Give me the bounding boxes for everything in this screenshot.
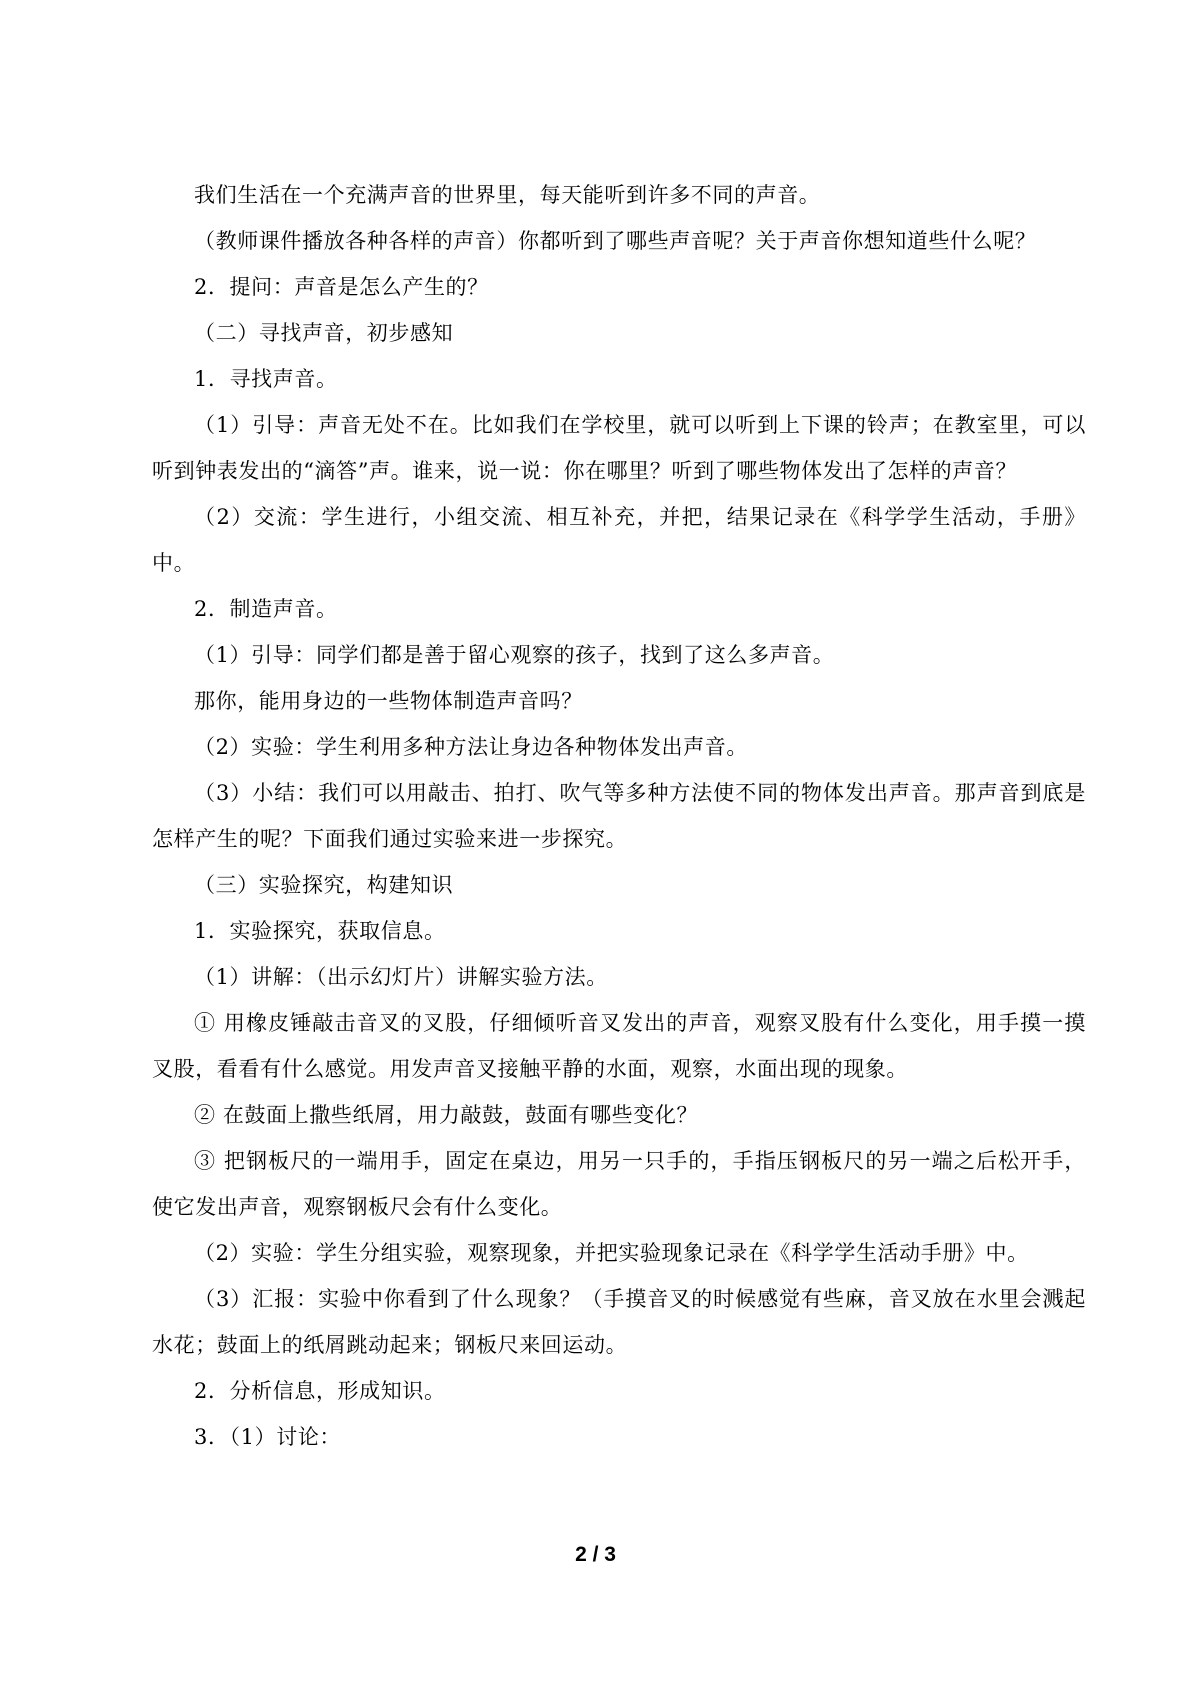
section-heading-find-sound: （二）寻找声音，初步感知 [194, 321, 454, 345]
paragraph-question: 2．提问：声音是怎么产生的？ [194, 275, 489, 299]
paragraph-summary: （3）小结：我们可以用敲击、拍打、吹气等多种方法使不同的物体发出声音。那声音到底是怎样产生的呢？下面我们通过实验来进一步探究。 [152, 781, 1086, 851]
paragraph-report: （3）汇报：实验中你看到了什么现象？（手摸音叉的时候感觉有些麻，音叉放在水里会溅起水花；鼓面上的纸屑跳动起来；钢板尺来回运动。 [152, 1287, 1086, 1357]
paragraph-tuning-fork: ① 用橡皮锤敲击音叉的叉股，仔细倾听音叉发出的声音，观察叉股有什么变化，用手摸一摸叉股，看看有什么感觉。用发声音叉接触平静的水面，观察，水面出现的现象。 [152, 1011, 1086, 1081]
step-heading-discuss: 3．（1）讨论： [194, 1425, 342, 1449]
paragraph-intro: 我们生活在一个充满声音的世界里，每天能听到许多不同的声音。 [194, 183, 821, 207]
paragraph-experiment-2: （2）实验：学生分组实验，观察现象，并把实验现象记录在《科学学生活动手册》中。 [194, 1241, 1029, 1265]
step-heading-find-sound: 1．寻找声音。 [194, 367, 338, 391]
paragraph-ruler: ③ 把钢板尺的一端用手，固定在桌边，用另一只手的，手指压钢板尺的另一端之后松开手，使它发出声音，观察钢板尺会有什么变化。 [152, 1149, 1086, 1219]
paragraph-guide-2: （1）引导：同学们都是善于留心观察的孩子，找到了这么多声音。 [194, 643, 835, 667]
step-heading-make-sound: 2．制造声音。 [194, 597, 338, 621]
paragraph-guide-1: （1）引导：声音无处不在。比如我们在学校里，就可以听到上下课的铃声；在教室里，可以听到钟表发出的“滴答”声。谁来，说一说：你在哪里？听到了哪些物体发出了怎样的声音？ [152, 413, 1086, 483]
paragraph-exchange: （2）交流：学生进行，小组交流、相互补充，并把，结果记录在《科学学生活动，手册》中。 [152, 505, 1086, 575]
step-heading-analyze: 2．分析信息，形成知识。 [194, 1379, 446, 1403]
paragraph-explain: （1）讲解：（出示幻灯片）讲解实验方法。 [194, 965, 608, 989]
paragraph-courseware-question: （教师课件播放各种各样的声音）你都听到了哪些声音呢？关于声音你想知道些什么呢？ [194, 229, 1037, 253]
paragraph-guide-2-question: 那你，能用身边的一些物体制造声音吗？ [194, 689, 583, 713]
paragraph-drum: ② 在鼓面上撒些纸屑，用力敲鼓，鼓面有哪些变化？ [194, 1103, 699, 1127]
step-heading-explore: 1．实验探究，获取信息。 [194, 919, 446, 943]
document-body [152, 172, 1086, 1460]
section-heading-experiment: （三）实验探究，构建知识 [194, 873, 454, 897]
paragraph-experiment-1: （2）实验：学生利用多种方法让身边各种物体发出声音。 [194, 735, 748, 759]
page-number: 2 / 3 [575, 1543, 616, 1566]
